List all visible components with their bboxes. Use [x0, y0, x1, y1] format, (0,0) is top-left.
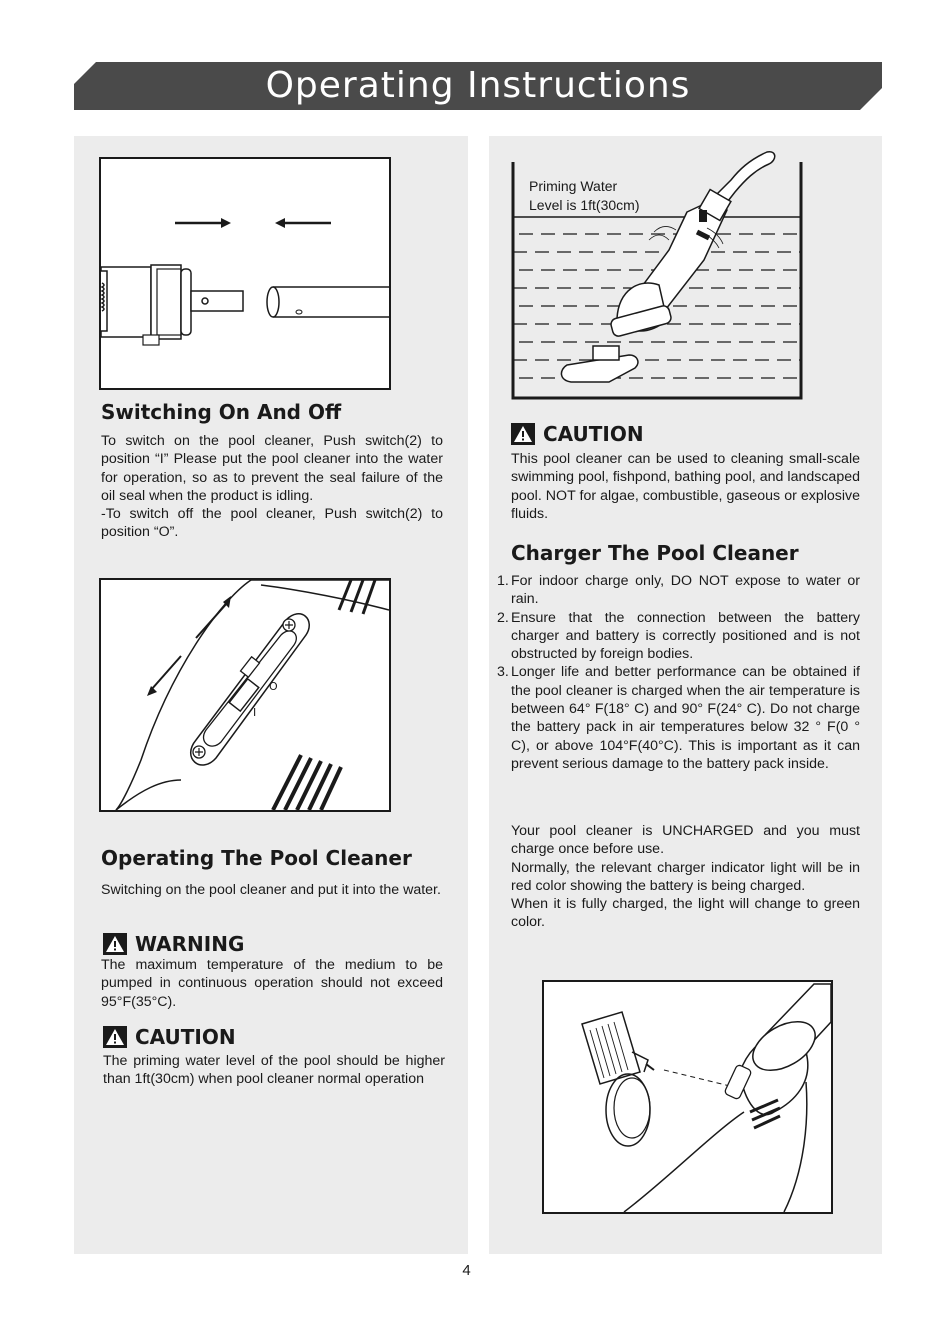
warning-text: The maximum temperature of the medium to be pumped in continuous operation should not exceed 95°F(35°C).: [101, 957, 443, 1010]
list-item-number: 2.: [497, 609, 509, 626]
switching-heading: Switching On And Off: [101, 400, 342, 424]
list-item-text: Ensure that the connection between the battery charger and battery is correctly positioned and is not obstructed by foreign bodies.: [511, 609, 860, 663]
charger-note-2: Normally, the relevant charger indicator light will be in red color showing the battery is being charged.: [511, 859, 860, 894]
charger-note-3: When it is fully charged, the light will change to green color.: [511, 896, 860, 931]
page-title: Operating Instructions: [265, 65, 691, 106]
pole-connection-figure: [99, 157, 391, 390]
charger-list: [497, 572, 860, 773]
charger-figure: [542, 980, 833, 1214]
warning-label: WARNING: [135, 932, 245, 956]
switching-text-line-1: To switch on the pool cleaner, Push switch(2) to position “I” Please put the pool cleaner into the water for operation, so as to prevent the seal failure of the oil seal when the product is idling.: [101, 433, 443, 504]
water-level-line-2: Level is 1ft(30cm): [529, 197, 640, 213]
header-banner: [74, 62, 882, 110]
svg-text:I: I: [253, 706, 257, 719]
switching-text-line-2: -To switch off the pool cleaner, Push switch(2) to position “O”.: [101, 506, 443, 541]
caution-icon: [103, 1026, 127, 1048]
list-item-text: For indoor charge only, DO NOT expose to water or rain.: [511, 573, 860, 608]
list-item-number: 3.: [497, 664, 509, 681]
warning-heading: [103, 932, 244, 956]
left-caution-text: The priming water level of the pool should be higher than 1ft(30cm) when pool cleaner normal operation: [103, 1053, 445, 1088]
operating-heading: Operating The Pool Cleaner: [101, 846, 412, 870]
right-caution-text: This pool cleaner can be used to cleaning small-scale swimming pool, fishpond, bathing pool, and landscaped pool. NOT for algae, combustible, gaseous or explosive fluids.: [511, 451, 860, 522]
water-level-line-1: Priming Water: [529, 178, 618, 194]
caution-icon: [511, 423, 535, 445]
page-number: 4: [462, 1262, 471, 1279]
left-caution-heading: [103, 1025, 236, 1049]
right-caution-heading: [511, 422, 644, 446]
switch-closeup-figure: [99, 578, 391, 812]
warning-icon: [103, 933, 127, 955]
left-caution-label: CAUTION: [135, 1025, 236, 1049]
list-item: [497, 572, 860, 609]
charger-note-1: Your pool cleaner is UNCHARGED and you must charge once before use.: [511, 823, 860, 858]
charger-notes: [511, 822, 860, 932]
water-level-figure: [509, 150, 805, 402]
list-item-number: 1.: [497, 573, 509, 589]
charger-heading: Charger The Pool Cleaner: [511, 541, 799, 565]
list-item: [497, 609, 860, 664]
switching-text: [101, 432, 443, 542]
list-item-text: Longer life and better performance can be obtained if the pool cleaner is charged when the air temperature is between 64° F(18° C) and 90° F(24° C). Do not charge the battery pack in air temperatures below 32 ° F(0 ° C), or above 104°F(40°C). This is important as it can prevent serious damage to the battery pack inside.: [511, 664, 860, 772]
operating-text: Switching on the pool cleaner and put it into the water.: [101, 882, 441, 898]
right-caution-label: CAUTION: [543, 422, 644, 446]
list-item: [497, 663, 860, 773]
svg-text:O: O: [269, 680, 278, 693]
